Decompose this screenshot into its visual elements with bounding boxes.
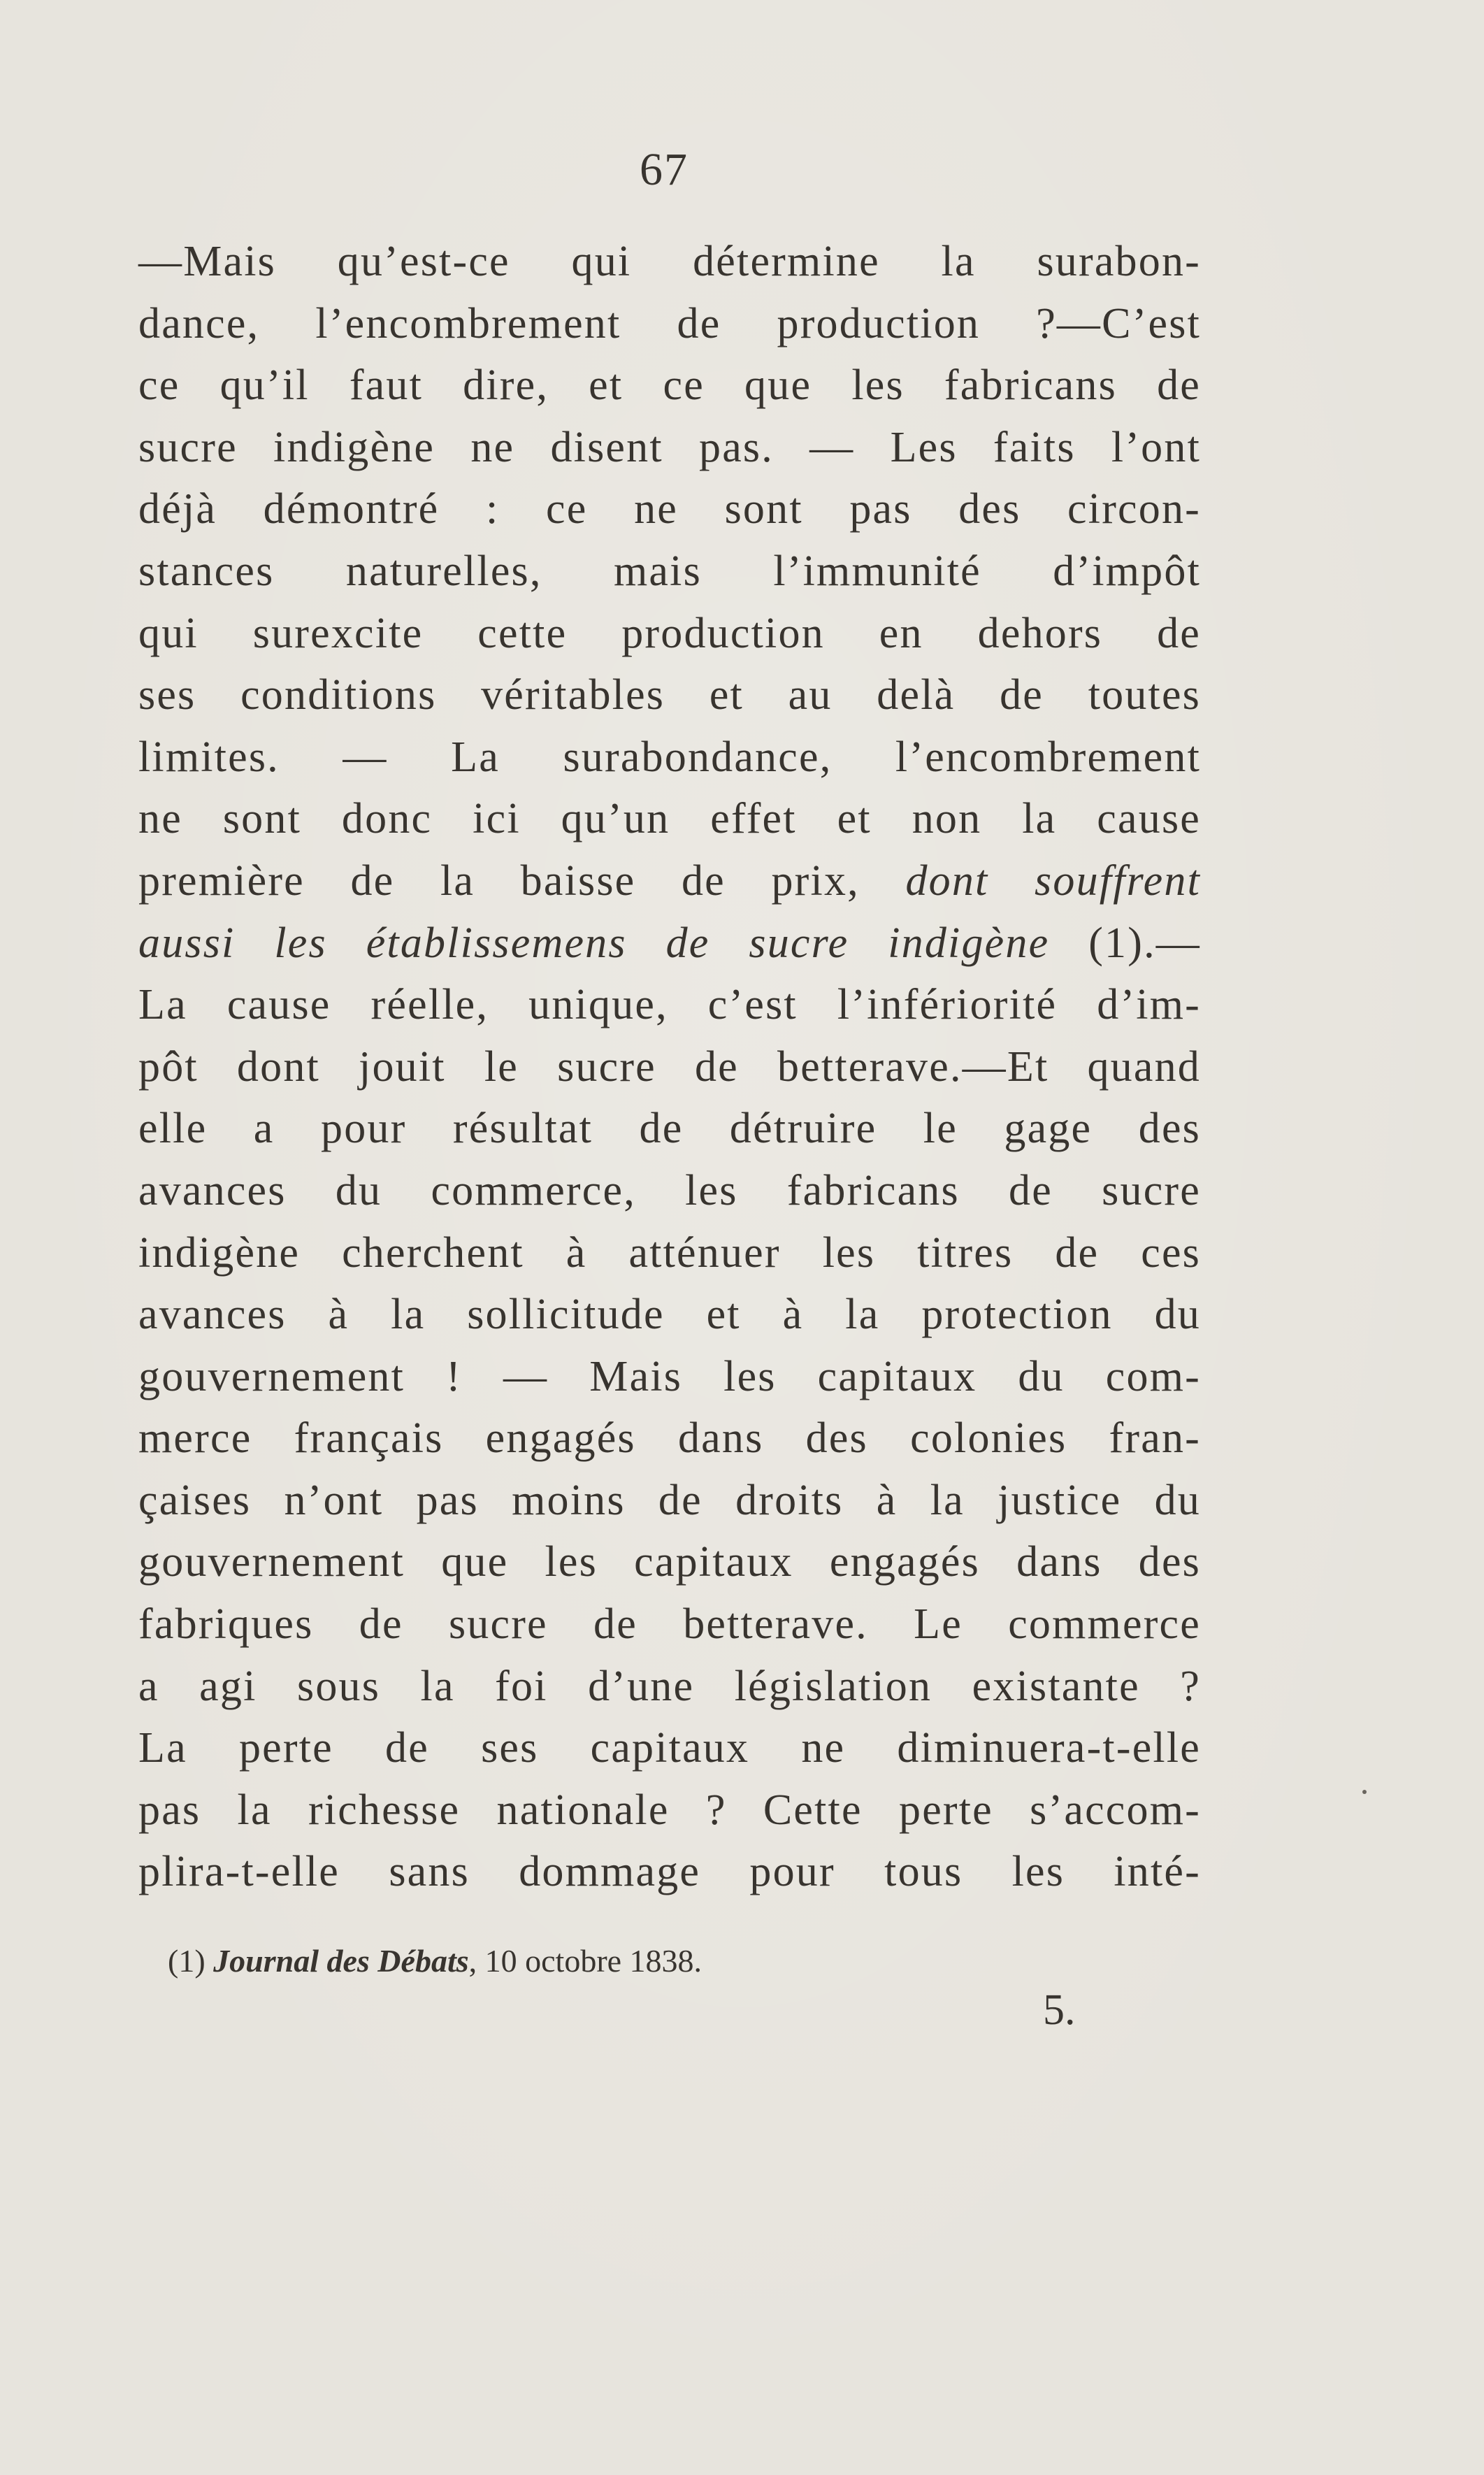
text-line: avances à la sollicitude et à la protection du <box>138 1291 1201 1339</box>
text-line: qui surexcite cette production en dehors de <box>138 609 1201 657</box>
text-line: indigène cherchent à atténuer les titres de ces <box>138 1228 1201 1277</box>
text-line: ses conditions véritables et au delà de toutes <box>138 671 1201 719</box>
body-text <box>138 231 1201 1903</box>
text-line: stances naturelles, mais l’immunité d’impôt <box>138 547 1201 595</box>
italic-segment: aussi les établissemens de sucre indigène <box>138 919 1050 967</box>
page-number: 67 <box>640 144 689 195</box>
text-line: ne sont donc ici qu’un effet et non la cause <box>138 795 1201 843</box>
paper-speck <box>1362 1790 1367 1794</box>
text-line: fabriques de sucre de betterave. Le commerce <box>138 1600 1201 1649</box>
footnote-reference: (1).— <box>1049 919 1201 967</box>
text-line: dance, l’encombrement de production ?—C’est <box>138 299 1201 347</box>
text-line-mixed <box>138 850 1201 912</box>
signature-mark: 5. <box>1043 1986 1076 2034</box>
text-line: gouvernement ! — Mais les capitaux du com- <box>138 1352 1201 1400</box>
text-line: çaises n’ont pas moins de droits à la justice du <box>138 1476 1201 1524</box>
text-line: limites. — La surabondance, l’encombrement <box>138 733 1201 781</box>
text-line-mixed <box>138 912 1201 975</box>
text-line: merce français engagés dans des colonies fran- <box>138 1414 1201 1463</box>
text-line: gouvernement que les capitaux engagés dans des <box>138 1538 1201 1586</box>
italic-segment: dont souffrent <box>905 856 1201 905</box>
text-line: elle a pour résultat de détruire le gage des <box>138 1105 1201 1153</box>
text-line: avances du commerce, les fabricans de sucre <box>138 1166 1201 1214</box>
text-line: pôt dont jouit le sucre de betterave.—Et quand <box>138 1042 1201 1091</box>
text-line: pas la richesse nationale ? Cette perte s’accom- <box>138 1786 1201 1834</box>
text-segment: première de la baisse de prix, <box>138 856 860 905</box>
text-line: plira-t-elle sans dommage pour tous les inté- <box>138 1848 1201 1896</box>
text-line: La perte de ses capitaux ne diminuera-t-elle <box>138 1724 1201 1772</box>
text-line: La cause réelle, unique, c’est l’infériorité d’im- <box>138 981 1201 1029</box>
text-line: —Mais qu’est-ce qui détermine la surabon- <box>138 238 1201 285</box>
text-line: déjà démontré : ce ne sont pas des circon- <box>138 485 1201 533</box>
footnote <box>168 1937 702 1986</box>
text-line: sucre indigène ne disent pas. — Les faits l’ont <box>138 423 1201 471</box>
footnote-source: Journal des Débats <box>213 1943 469 1979</box>
text-line: a agi sous la foi d’une législation existante ? <box>138 1662 1201 1710</box>
footnote-date: , 10 octobre 1838. <box>468 1943 703 1979</box>
footnote-marker: (1) <box>168 1943 206 1979</box>
text-line: ce qu’il faut dire, et ce que les fabricans de <box>138 361 1201 410</box>
